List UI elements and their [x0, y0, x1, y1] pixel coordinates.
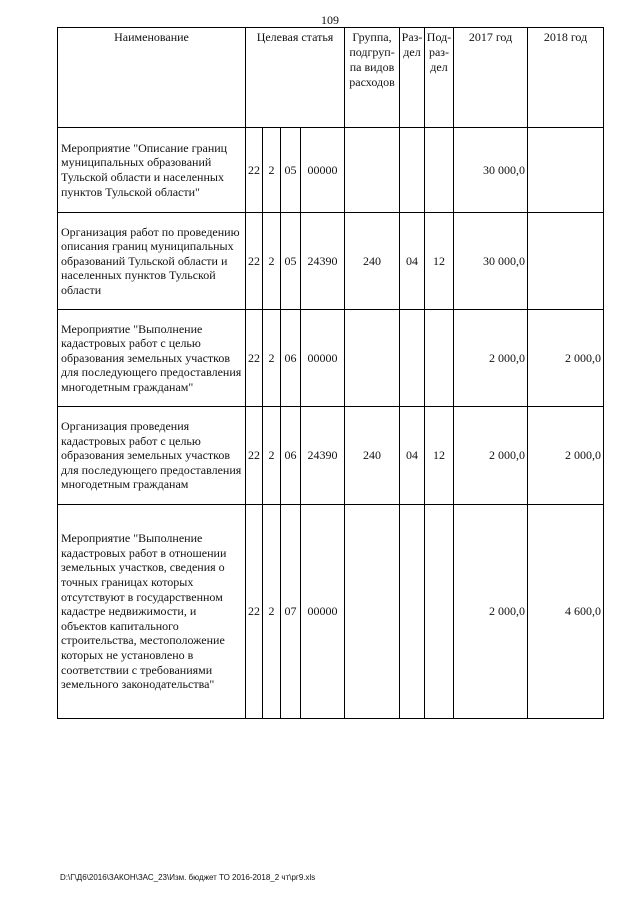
- subsection: [425, 505, 454, 719]
- target-code-event: 05: [281, 128, 301, 213]
- section: 04: [400, 407, 425, 505]
- target-code-subprogram: 2: [263, 128, 281, 213]
- expense-group: [345, 128, 400, 213]
- amount-2018: [528, 128, 604, 213]
- header-year-2017: 2017 год: [454, 28, 528, 128]
- target-code-direction: 00000: [301, 128, 345, 213]
- budget-table: [57, 27, 604, 719]
- header-year-2018: 2018 год: [528, 28, 604, 128]
- expense-group: 240: [345, 407, 400, 505]
- row-name: Мероприятие "Выполнение кадастровых работ в отношении земельных участков, сведения о точных границах которых отсутствуют в государственном кадастре недвижимости, и объектов капитального строительства, местоположение которых не установлено в соответствии с требованиями земельного законодательства": [58, 505, 246, 719]
- amount-2017: 2 000,0: [454, 310, 528, 407]
- table-row: [58, 505, 604, 719]
- target-code-subprogram: 2: [263, 407, 281, 505]
- expense-group: 240: [345, 213, 400, 310]
- table-row: [58, 310, 604, 407]
- amount-2018: [528, 213, 604, 310]
- header-expense-group: Группа, подгруп-па видов расходов: [345, 28, 400, 128]
- table-header-row: [58, 28, 604, 128]
- section: [400, 310, 425, 407]
- target-code-event: 06: [281, 310, 301, 407]
- amount-2017: 2 000,0: [454, 407, 528, 505]
- target-code-program: 22: [246, 213, 263, 310]
- subsection: [425, 310, 454, 407]
- target-code-direction: 00000: [301, 505, 345, 719]
- amount-2018: 2 000,0: [528, 310, 604, 407]
- target-code-subprogram: 2: [263, 213, 281, 310]
- amount-2018: 2 000,0: [528, 407, 604, 505]
- expense-group: [345, 310, 400, 407]
- target-code-direction: 00000: [301, 310, 345, 407]
- target-code-program: 22: [246, 128, 263, 213]
- row-name: Мероприятие "Выполнение кадастровых работ с целью образования земельных участков для последующего предоставления многодетным гражданам": [58, 310, 246, 407]
- table-row: [58, 128, 604, 213]
- row-name: Мероприятие "Описание границ муниципальных образований Тульской области и населенных пунктов Тульской области": [58, 128, 246, 213]
- subsection: [425, 128, 454, 213]
- target-code-subprogram: 2: [263, 310, 281, 407]
- target-code-direction: 24390: [301, 213, 345, 310]
- header-target-article: Целевая статья: [246, 28, 345, 128]
- section: 04: [400, 213, 425, 310]
- target-code-event: 06: [281, 407, 301, 505]
- row-name: Организация работ по проведению описания границ муниципальных образований Тульской области и населенных пунктов Тульской области: [58, 213, 246, 310]
- file-path-footer: D:\Г\Д6\2016\ЗАКОН\ЗАС_23\Изм. бюджет ТО 2016-2018_2 чт\рг9.xls: [60, 873, 316, 882]
- amount-2017: 2 000,0: [454, 505, 528, 719]
- table-row: [58, 407, 604, 505]
- row-name: Организация проведения кадастровых работ с целью образования земельных участков для последующего предоставления многодетным гражданам: [58, 407, 246, 505]
- target-code-event: 05: [281, 213, 301, 310]
- header-name: Наименование: [58, 28, 246, 128]
- amount-2017: 30 000,0: [454, 213, 528, 310]
- page-number: 109: [321, 13, 339, 27]
- section: [400, 128, 425, 213]
- amount-2017: 30 000,0: [454, 128, 528, 213]
- amount-2018: 4 600,0: [528, 505, 604, 719]
- expense-group: [345, 505, 400, 719]
- header-subsection: Под-раз-дел: [425, 28, 454, 128]
- target-code-program: 22: [246, 407, 263, 505]
- target-code-program: 22: [246, 310, 263, 407]
- table-row: [58, 213, 604, 310]
- section: [400, 505, 425, 719]
- subsection: 12: [425, 407, 454, 505]
- target-code-direction: 24390: [301, 407, 345, 505]
- subsection: 12: [425, 213, 454, 310]
- target-code-event: 07: [281, 505, 301, 719]
- target-code-program: 22: [246, 505, 263, 719]
- header-section: Раз-дел: [400, 28, 425, 128]
- target-code-subprogram: 2: [263, 505, 281, 719]
